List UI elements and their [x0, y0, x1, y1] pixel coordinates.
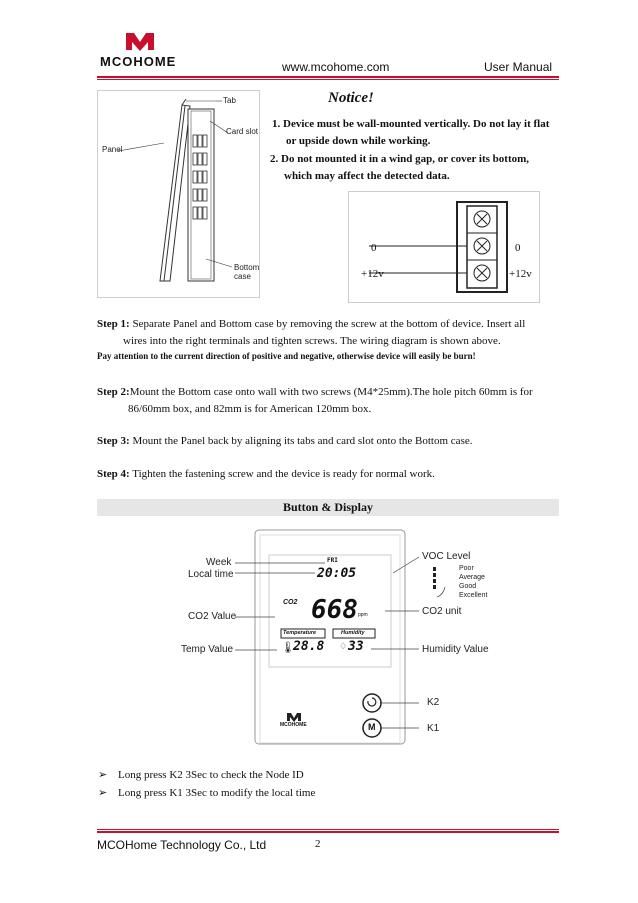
step-3 — [97, 433, 472, 450]
label-bottom-case-2: case — [234, 272, 251, 281]
voc-average: Average — [459, 574, 485, 581]
lcd-time: 20:05 — [317, 566, 357, 581]
polarity-warning: Pay attention to the current direction of positive and negative, otherwise device will easily be burn! — [97, 351, 476, 361]
lcd-ppm: ppm — [358, 612, 368, 618]
arrow-bullet-icon: ➢ — [98, 787, 108, 799]
thermometer-icon: 🌡 — [281, 642, 295, 654]
page-number: 2 — [315, 838, 321, 850]
lcd-week: FRI — [327, 557, 338, 564]
wire-right-0: 0 — [515, 242, 521, 254]
label-k1: K1 — [427, 723, 440, 734]
label-tab: Tab — [223, 96, 236, 105]
notice-item-2: 2. Do not mounted it in a wind gap, or cover its bottom, — [270, 153, 530, 165]
notice-item-1-cont: or upside down while working. — [286, 135, 431, 147]
wire-right-12v: +12v — [509, 268, 532, 280]
lcd-temp: 28.8 — [293, 639, 325, 654]
step-4-text: Tighten the fastening screw and the device is ready for normal work. — [129, 468, 435, 480]
section-title: Button & Display — [282, 500, 374, 514]
step-4-label: Step 4: — [97, 468, 130, 480]
step-2-label: Step 2: — [97, 386, 130, 398]
bullet-k2-text: Long press K2 3Sec to check the Node ID — [118, 769, 304, 781]
footer-rule — [97, 831, 559, 833]
header-url: www.mcohome.com — [282, 60, 390, 74]
device-figure — [175, 525, 495, 750]
wire-left-12v: +12v — [361, 268, 384, 280]
step-1-label: Step 1: — [97, 318, 130, 330]
step-2-cont: 86/60mm box, and 82mm is for American 120mm box. — [128, 403, 372, 415]
label-k2: K2 — [427, 697, 440, 708]
label-co2-unit: CO2 unit — [422, 606, 462, 617]
notice-title: Notice! — [328, 90, 374, 106]
header-rule — [97, 76, 559, 78]
lcd-hum: 33 — [348, 639, 364, 654]
device-brand: MCOHOME — [280, 722, 307, 728]
footer-company: MCOHome Technology Co., Ltd — [97, 838, 267, 852]
step-1 — [97, 316, 525, 333]
terminal-block — [349, 192, 539, 302]
step-2-text: Mount the Bottom case onto wall with two screws (M4*25mm).The hole pitch 60mm is for — [129, 386, 533, 398]
label-card-slot: Card slot — [226, 127, 259, 136]
logo-wordmark: MCOHOME — [100, 54, 177, 69]
bullet-k1-text: Long press K1 3Sec to modify the local time — [118, 787, 316, 799]
step-1-cont: wires into the right terminals and tighten screws. The wiring diagram is shown above. — [123, 335, 501, 347]
lcd-temp-tab: Temperature — [283, 630, 317, 636]
label-local-time: Local time — [188, 569, 234, 580]
step-4 — [97, 466, 435, 483]
k1-button-icon: M — [368, 722, 376, 732]
label-temp-value: Temp Value — [181, 644, 234, 655]
lcd-co2-tag: CO2 — [283, 599, 298, 606]
notice-item-2-cont: which may affect the detected data. — [284, 170, 450, 182]
label-co2-value: CO2 Value — [188, 611, 237, 622]
voc-poor: Poor — [459, 565, 474, 572]
step-3-text: Mount the Panel back by aligning its tabs and card slot onto the Bottom case. — [129, 435, 473, 447]
step-3-label: Step 3: — [97, 435, 130, 447]
label-panel: Panel — [102, 145, 123, 154]
label-voc-level: VOC Level — [422, 551, 471, 562]
header-rule-thin — [97, 79, 559, 80]
bullet-k1 — [98, 786, 315, 799]
label-bottom-case: Bottom — [234, 263, 260, 272]
lcd-hum-tab: Humidity — [341, 630, 365, 636]
step-2 — [97, 384, 533, 401]
lcd-co2-value: 668 — [311, 595, 358, 625]
header-doc-type: User Manual — [484, 60, 553, 74]
voc-good: Good — [459, 583, 477, 590]
step-1-text: Separate Panel and Bottom case by removing the screw at the bottom of device. Insert all — [129, 318, 526, 330]
wiring-diagram — [348, 191, 540, 303]
footer-rule-thin — [97, 829, 559, 830]
label-week: Week — [206, 557, 232, 568]
notice-item-1: 1. Device must be wall-mounted vertically. Do not lay it flat — [272, 118, 550, 130]
voc-excellent: Excellent — [459, 592, 488, 599]
bullet-k2 — [98, 768, 304, 781]
arrow-bullet-icon: ➢ — [98, 769, 108, 781]
droplet-icon: ♢ — [339, 641, 348, 651]
installation-figure — [97, 90, 260, 298]
label-humidity-value: Humidity Value — [422, 644, 489, 655]
wire-left-0: 0 — [371, 242, 377, 254]
